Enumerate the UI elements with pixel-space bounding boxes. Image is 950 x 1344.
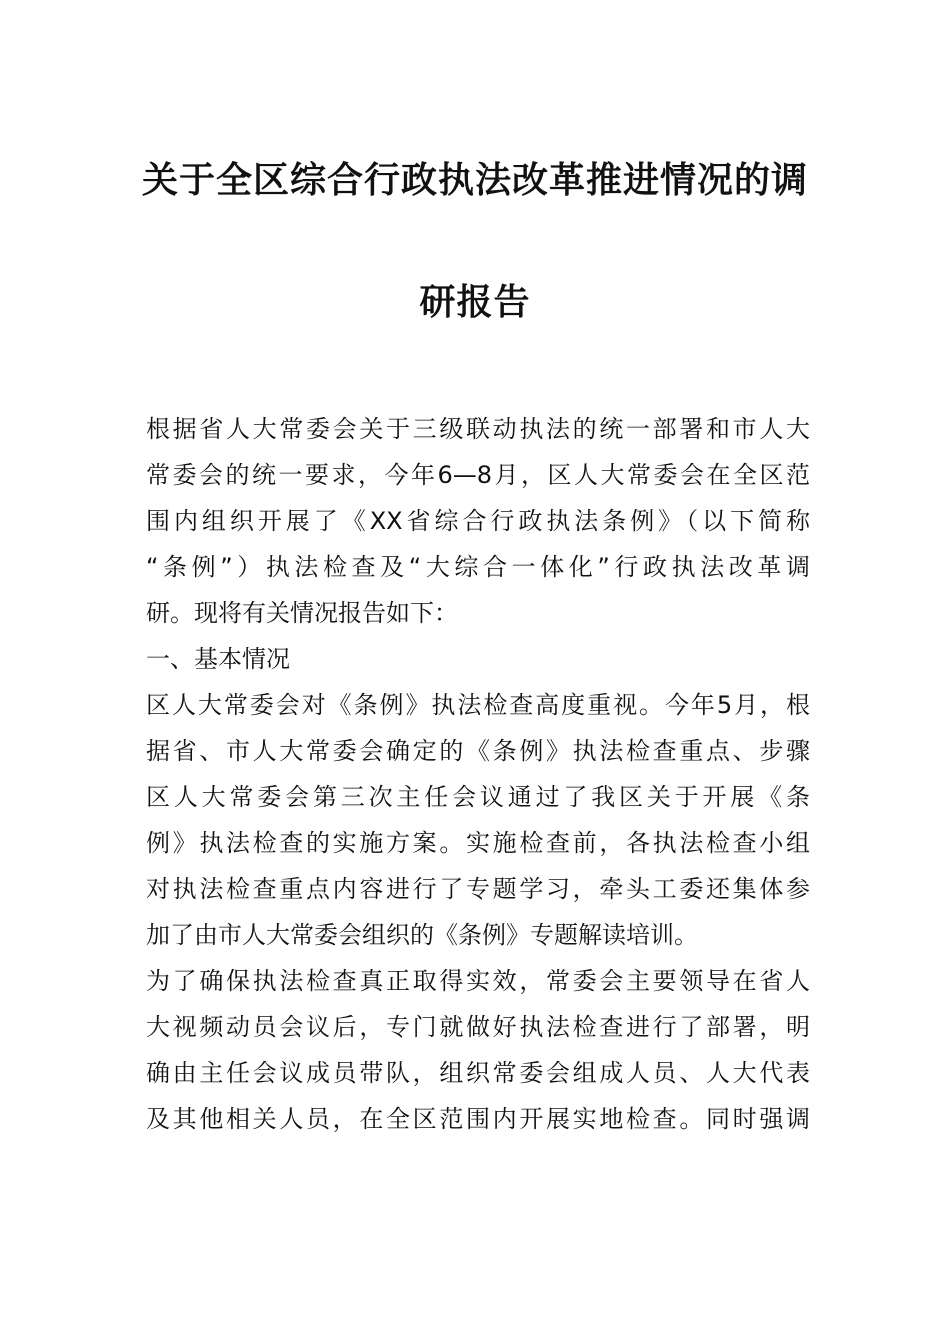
paragraph-implementation [146, 958, 810, 1142]
section-heading-basic [146, 636, 810, 682]
text-line: 常委会的统一要求，今年6—8月，区人大常委会在全区范 [146, 461, 810, 489]
text-line: 例》执法检查的实施方案。实施检查前，各执法检查小组 [146, 829, 810, 857]
text-line: 根据省人大常委会关于三级联动执法的统一部署和市人大 [146, 415, 810, 443]
text-line: 大视频动员会议后，专门就做好执法检查进行了部署，明 [146, 1013, 810, 1041]
paragraph-intro [146, 406, 810, 636]
text-line: 研。现将有关情况报告如下： [146, 599, 458, 627]
text-line: 及其他相关人员，在全区范围内开展实地检查。同时强调 [146, 1105, 810, 1133]
text-line: 对执法检查重点内容进行了专题学习，牵头工委还集体参 [146, 875, 810, 903]
document-title-line-1: 关于全区综合行政执法改革推进情况的调 [141, 159, 808, 201]
section-heading: 一、基本情况 [146, 645, 290, 673]
document-body [146, 406, 810, 1142]
paragraph-basic-situation [146, 682, 810, 958]
text-line: 据省、市人大常委会确定的《条例》执法检查重点、步骤 [146, 737, 810, 765]
text-line: 加了由市人大常委会组织的《条例》专题解读培训。 [146, 921, 698, 949]
text-line: 围内组织开展了《XX省综合行政执法条例》（以下简称 [146, 507, 810, 535]
document-title-line-2: 研报告 [419, 281, 531, 323]
text-line: 区人大常委会第三次主任会议通过了我区关于开展《条 [146, 783, 810, 811]
text-line: 为了确保执法检查真正取得实效，常委会主要领导在省人 [146, 967, 810, 995]
text-line: 区人大常委会对《条例》执法检查高度重视。今年5月，根 [146, 691, 810, 719]
text-line: “条例”）执法检查及“大综合一体化”行政执法改革调 [146, 553, 810, 581]
text-line: 确由主任会议成员带队，组织常委会组成人员、人大代表 [146, 1059, 810, 1087]
